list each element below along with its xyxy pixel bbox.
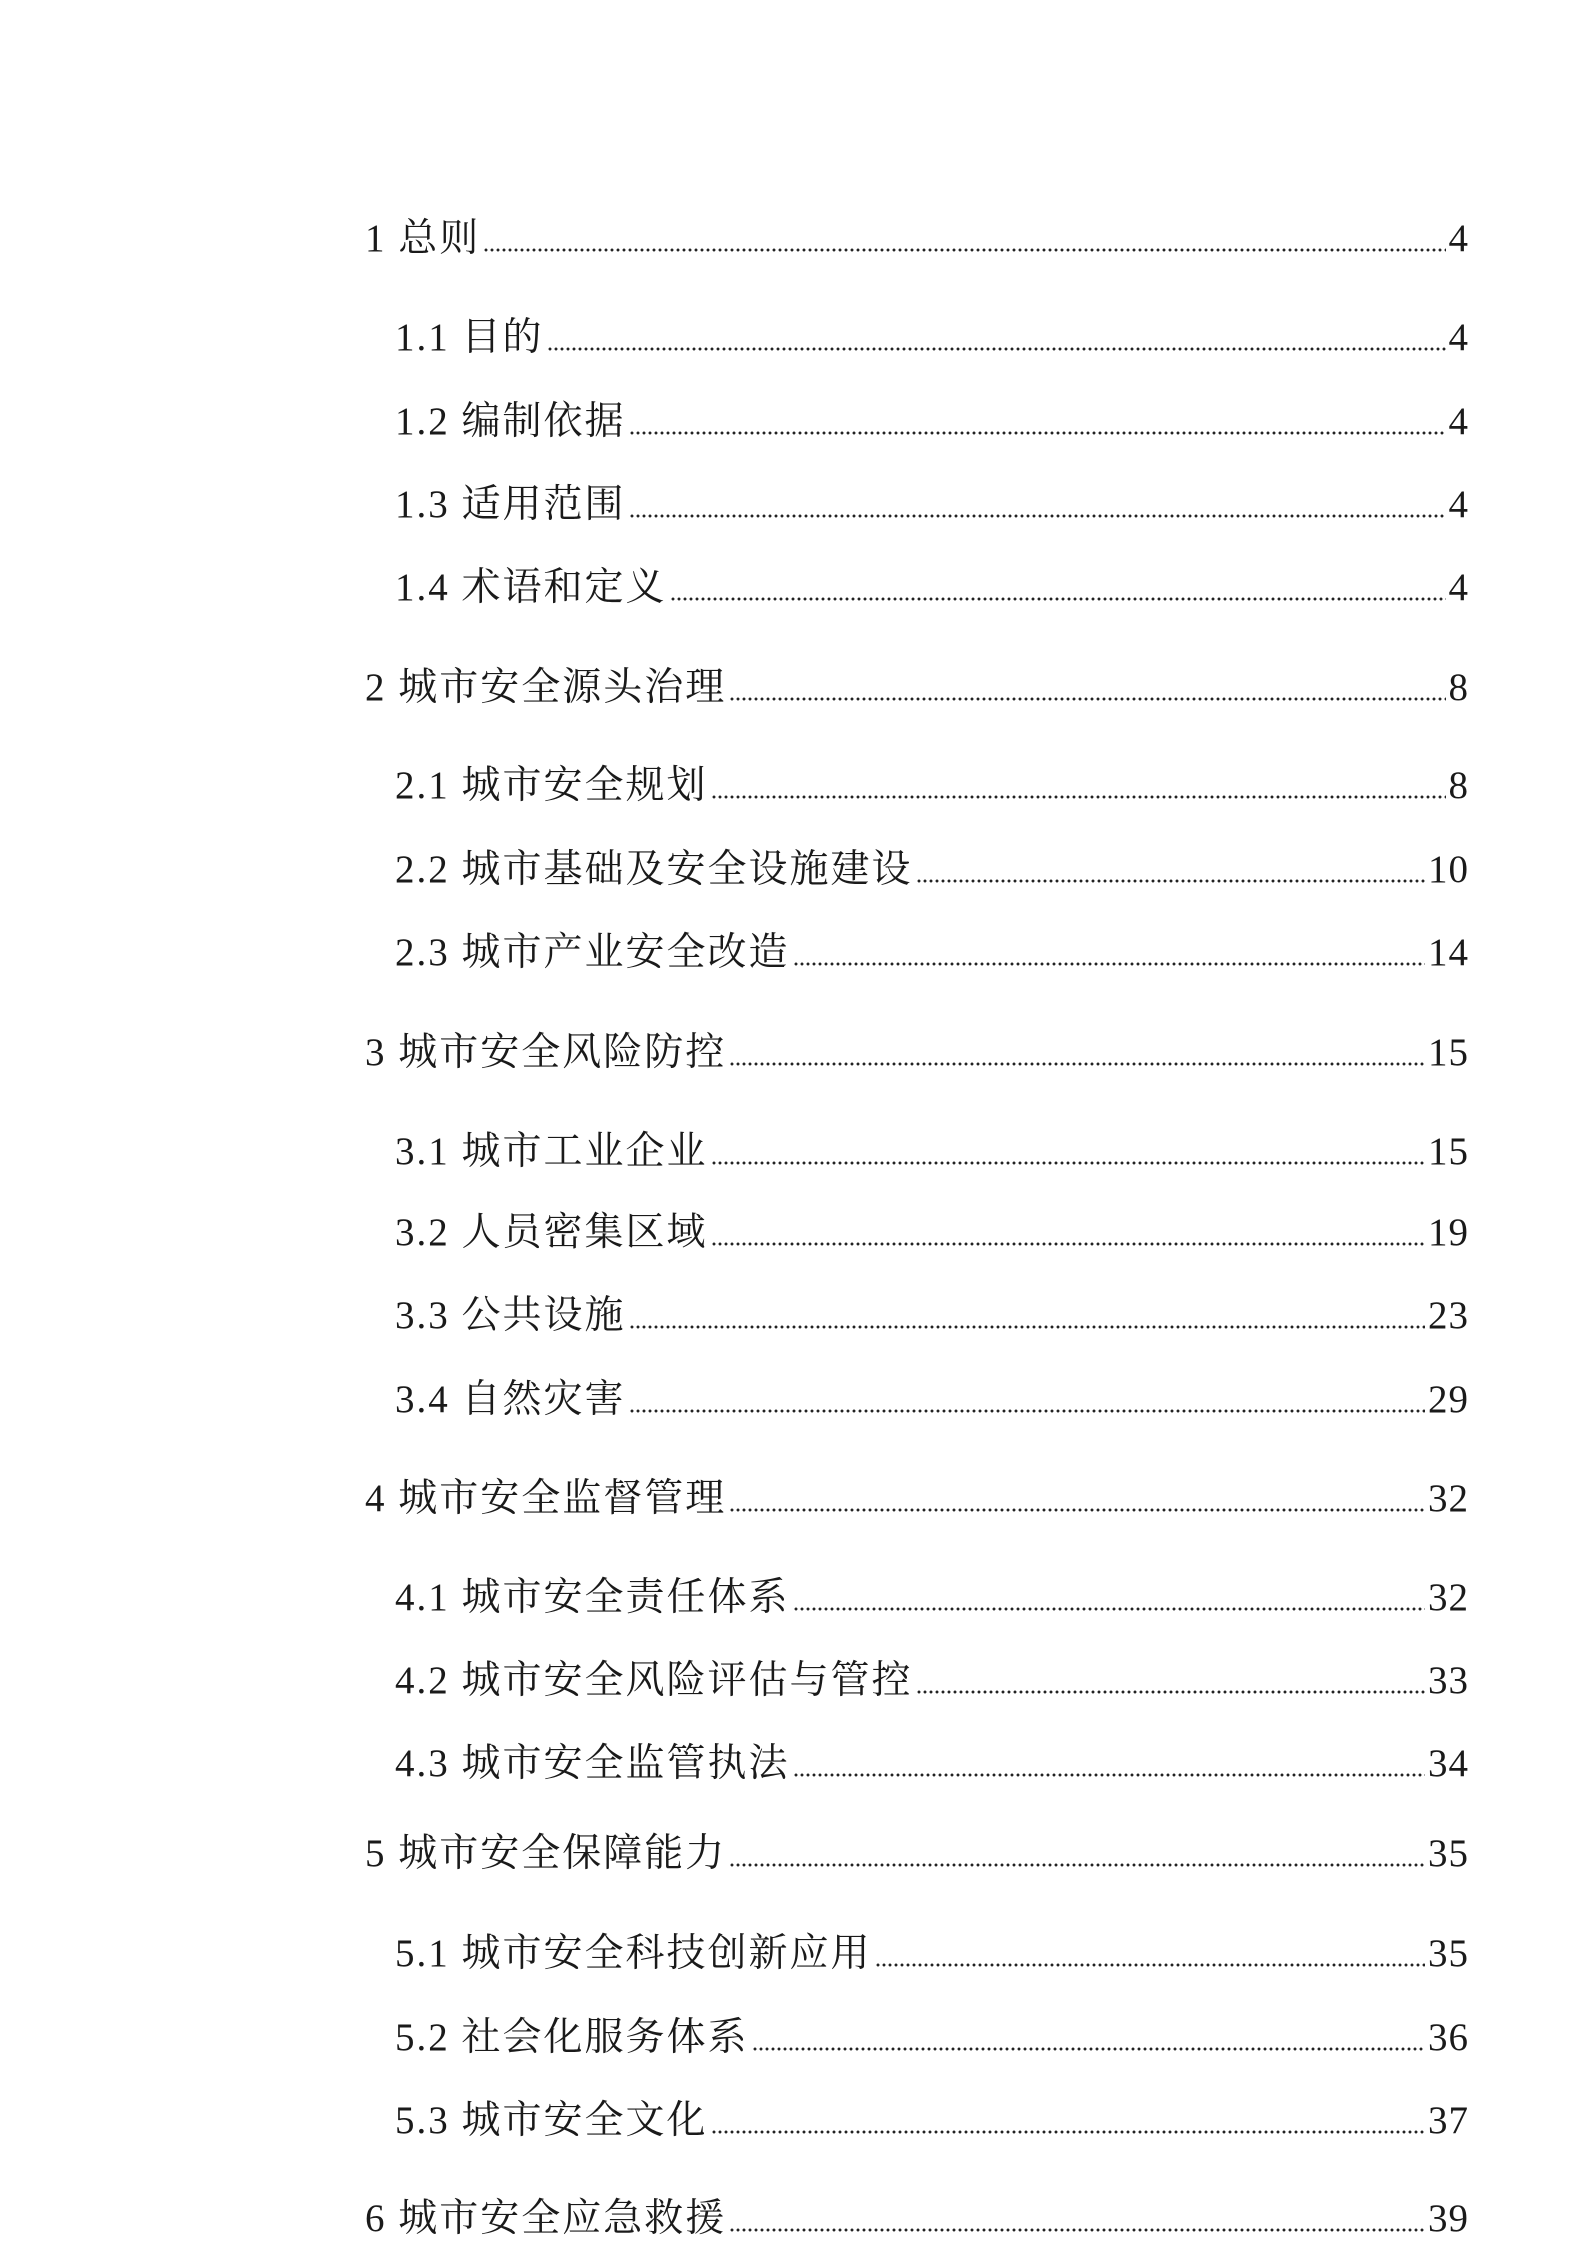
toc-entry-subsection[interactable]: [395, 2015, 1469, 2061]
toc-entry-title: 5.2 社会化服务体系: [395, 2016, 749, 2059]
dot-leader: [729, 2228, 1425, 2232]
dot-leader: [729, 697, 1445, 701]
toc-entry-subsection[interactable]: [395, 1293, 1469, 1339]
toc-entry-page-number: 4: [1448, 316, 1469, 359]
dot-leader: [752, 2047, 1425, 2051]
toc-entry-title: 1.2 编制依据: [395, 400, 626, 443]
dot-leader: [629, 1325, 1425, 1329]
toc-entry-page-number: 15: [1428, 1130, 1469, 1173]
dot-leader: [711, 795, 1446, 799]
toc-entry-title: 3.4 自然灾害: [395, 1378, 626, 1421]
dot-leader: [711, 1161, 1425, 1165]
toc-entry-page-number: 4: [1448, 566, 1469, 609]
toc-entry-title: 5 城市安全保障能力: [365, 1832, 727, 1875]
toc-entry-subsection[interactable]: [395, 565, 1469, 611]
toc-entry-subsection[interactable]: [395, 1377, 1469, 1423]
dot-leader: [670, 597, 1446, 601]
dot-leader: [729, 1863, 1425, 1867]
toc-entry-title: 4.2 城市安全风险评估与管控: [395, 1659, 913, 1702]
toc-entry-subsection[interactable]: [395, 1210, 1469, 1256]
toc-entry-section[interactable]: [365, 665, 1469, 711]
toc-entry-page-number: 10: [1428, 848, 1469, 891]
toc-entry-page-number: 4: [1448, 217, 1469, 260]
toc-entry-page-number: 33: [1428, 1659, 1469, 1702]
toc-entry-title: 4.3 城市安全监管执法: [395, 1742, 790, 1785]
toc-entry-title: 5.1 城市安全科技创新应用: [395, 1932, 872, 1975]
toc-entry-page-number: 34: [1428, 1742, 1469, 1785]
toc-entry-page-number: 35: [1428, 1932, 1469, 1975]
toc-entry-title: 3 城市安全风险防控: [365, 1031, 727, 1074]
dot-leader: [875, 1963, 1425, 1967]
dot-leader: [729, 1062, 1425, 1066]
toc-entry-section[interactable]: [365, 1476, 1469, 1522]
toc-entry-page-number: 4: [1448, 400, 1469, 443]
toc-entry-subsection[interactable]: [395, 2098, 1469, 2144]
toc-entry-subsection[interactable]: [395, 763, 1469, 809]
dot-leader: [629, 1409, 1425, 1413]
toc-entry-page-number: 37: [1428, 2099, 1469, 2142]
toc-entry-title: 2 城市安全源头治理: [365, 666, 727, 709]
toc-entry-page-number: 23: [1428, 1294, 1469, 1337]
toc-entry-title: 6 城市安全应急救援: [365, 2197, 727, 2240]
toc-entry-page-number: 8: [1448, 666, 1469, 709]
dot-leader: [547, 347, 1446, 351]
toc-entry-page-number: 32: [1428, 1576, 1469, 1619]
toc-entry-subsection[interactable]: [395, 1741, 1469, 1787]
dot-leader: [729, 1508, 1425, 1512]
toc-entry-subsection[interactable]: [395, 1575, 1469, 1621]
dot-leader: [793, 1773, 1425, 1777]
toc-entry-subsection[interactable]: [395, 930, 1469, 976]
toc-entry-title: 1.1 目的: [395, 316, 544, 359]
dot-leader: [793, 1607, 1425, 1611]
toc-entry-title: 2.2 城市基础及安全设施建设: [395, 848, 913, 891]
dot-leader: [711, 2130, 1425, 2134]
toc-entry-title: 3.2 人员密集区域: [395, 1211, 708, 1254]
toc-entry-page-number: 36: [1428, 2016, 1469, 2059]
toc-entry-page-number: 19: [1428, 1211, 1469, 1254]
toc-entry-page-number: 15: [1428, 1031, 1469, 1074]
toc-entry-page-number: 35: [1428, 1832, 1469, 1875]
toc-entry-subsection[interactable]: [395, 1129, 1469, 1175]
toc-entry-title: 2.3 城市产业安全改造: [395, 931, 790, 974]
toc-entry-subsection[interactable]: [395, 1658, 1469, 1704]
toc-entry-title: 1 总则: [365, 217, 481, 260]
toc-entry-subsection[interactable]: [395, 315, 1469, 361]
toc-entry-title: 1.4 术语和定义: [395, 566, 667, 609]
dot-leader: [916, 1690, 1425, 1694]
toc-entry-title: 3.1 城市工业企业: [395, 1130, 708, 1173]
toc-entry-section[interactable]: [365, 216, 1469, 262]
toc-entry-page-number: 39: [1428, 2197, 1469, 2240]
dot-leader: [711, 1242, 1425, 1246]
toc-entry-subsection[interactable]: [395, 399, 1469, 445]
dot-leader: [629, 431, 1446, 435]
toc-entry-title: 4 城市安全监督管理: [365, 1477, 727, 1520]
toc-entry-subsection[interactable]: [395, 847, 1469, 893]
toc-entry-subsection[interactable]: [395, 482, 1469, 528]
toc-entry-title: 5.3 城市安全文化: [395, 2099, 708, 2142]
dot-leader: [793, 962, 1425, 966]
toc-entry-title: 1.3 适用范围: [395, 483, 626, 526]
toc-entry-page-number: 8: [1448, 764, 1469, 807]
toc-entry-page-number: 14: [1428, 931, 1469, 974]
toc-entry-section[interactable]: [365, 2196, 1469, 2242]
toc-entry-subsection[interactable]: [395, 1931, 1469, 1977]
toc-entry-section[interactable]: [365, 1831, 1469, 1877]
toc-entry-section[interactable]: [365, 1030, 1469, 1076]
toc-entry-title: 2.1 城市安全规划: [395, 764, 708, 807]
toc-entry-page-number: 29: [1428, 1378, 1469, 1421]
toc-entry-title: 4.1 城市安全责任体系: [395, 1576, 790, 1619]
toc-entry-page-number: 4: [1448, 483, 1469, 526]
toc-entry-title: 3.3 公共设施: [395, 1294, 626, 1337]
dot-leader: [916, 879, 1425, 883]
dot-leader: [629, 514, 1446, 518]
dot-leader: [483, 248, 1445, 252]
toc-entry-page-number: 32: [1428, 1477, 1469, 1520]
